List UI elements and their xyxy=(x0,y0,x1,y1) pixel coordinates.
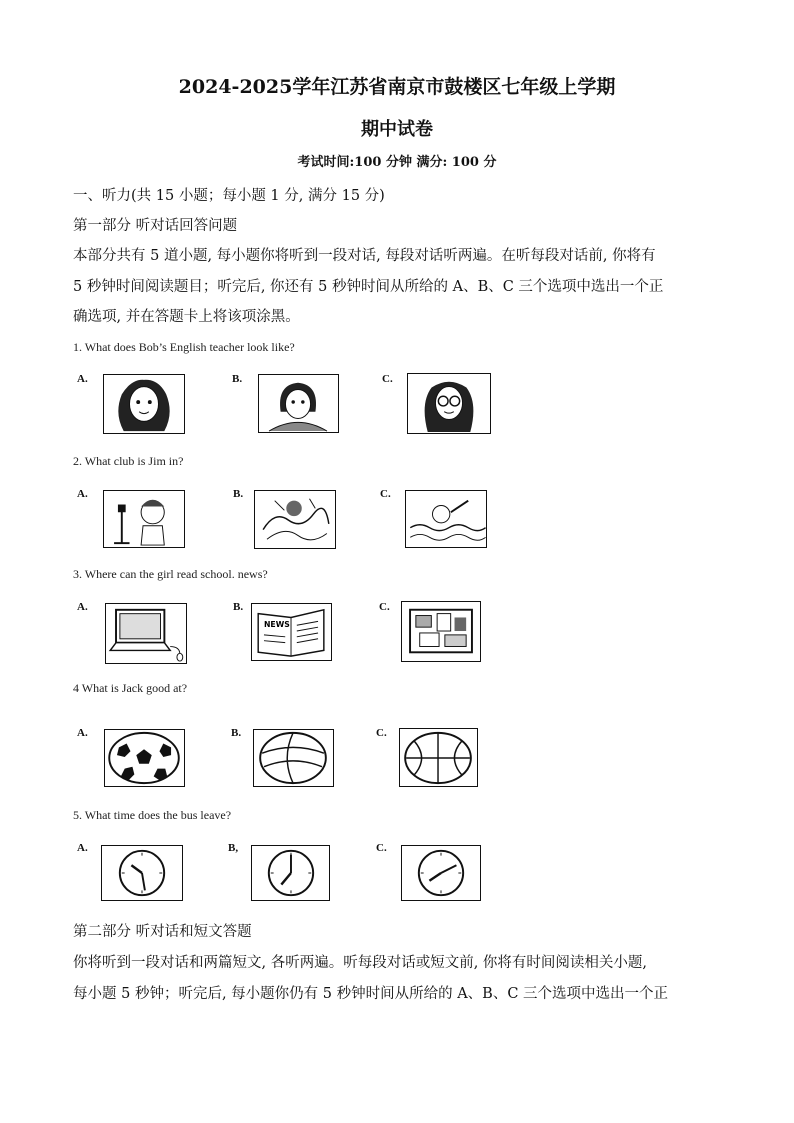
question-5: 5. What time does the bus leave? xyxy=(73,808,232,822)
option-label: A. xyxy=(77,727,88,739)
page-title: 2024-2025学年江苏省南京市鼓楼区七年级上学期 xyxy=(178,76,616,98)
option-label: B. xyxy=(233,601,244,613)
laptop-icon xyxy=(105,603,187,664)
option-label: C. xyxy=(379,601,390,613)
part2-title: 第二部分 听对话和短文答题 xyxy=(73,924,252,940)
section-heading: 一、听力(共 15 小题；每小题 1 分, 满分 15 分) xyxy=(73,188,385,204)
option-label: B. xyxy=(233,488,244,500)
instruction-line: 5 秒钟时间阅读题目；听完后, 你还有 5 秒钟时间从所给的 A、B、C 三个选项中选出一个正 xyxy=(73,279,664,295)
option-label: A. xyxy=(77,842,88,854)
exam-info: 考试时间:100 分钟 满分: 100 分 xyxy=(297,155,497,170)
option-label: A. xyxy=(77,601,88,613)
volleyball-icon xyxy=(253,729,334,787)
soccer-ball-icon xyxy=(104,729,185,787)
instruction-line: 本部分共有 5 道小题, 每小题你将听到一段对话, 每段对话听两遍。在听每段对话前, 你将有 xyxy=(73,248,656,264)
instruction-line: 你将听到一段对话和两篇短文, 各听两遍。听每段对话或短文前, 你将有时间阅读相关小题, xyxy=(73,955,648,971)
option-label: B. xyxy=(231,727,242,739)
drawing-icon xyxy=(254,490,336,549)
clock-icon xyxy=(401,845,481,901)
option-label: C. xyxy=(376,727,387,739)
instruction-line: 确选项, 并在答题卡上将该项涂黑。 xyxy=(73,309,300,325)
clock-icon xyxy=(101,845,183,901)
page-subtitle: 期中试卷 xyxy=(361,119,433,140)
newspaper-headline: NEWS xyxy=(263,620,290,630)
short-hair-woman-icon xyxy=(258,374,339,433)
question-4: 4 What is Jack good at? xyxy=(73,681,188,695)
option-label: B, xyxy=(228,842,239,854)
question-3: 3. Where can the girl read school. news? xyxy=(73,567,268,581)
swimming-icon xyxy=(405,490,487,548)
question-2: 2. What club is Jim in? xyxy=(73,454,184,468)
question-1: 1. What does Bob’s English teacher look like? xyxy=(73,340,295,354)
glasses-woman-icon xyxy=(407,373,491,434)
notice-board-icon xyxy=(401,601,481,662)
option-label: C. xyxy=(376,842,387,854)
option-label: A. xyxy=(77,488,88,500)
long-hair-girl-icon xyxy=(103,374,185,434)
option-label: B. xyxy=(232,373,243,385)
option-label: C. xyxy=(382,373,393,385)
option-label: A. xyxy=(77,373,88,385)
part1-title: 第一部分 听对话回答问题 xyxy=(73,218,238,234)
clock-icon xyxy=(251,845,330,901)
singing-microphone-icon xyxy=(103,490,185,548)
option-label: C. xyxy=(380,488,391,500)
instruction-line: 每小题 5 秒钟；听完后, 每小题你仍有 5 秒钟时间从所给的 A、B、C 三个选项中选出一个正 xyxy=(73,986,669,1002)
basketball-icon xyxy=(399,728,478,787)
newspaper-icon xyxy=(251,603,332,661)
